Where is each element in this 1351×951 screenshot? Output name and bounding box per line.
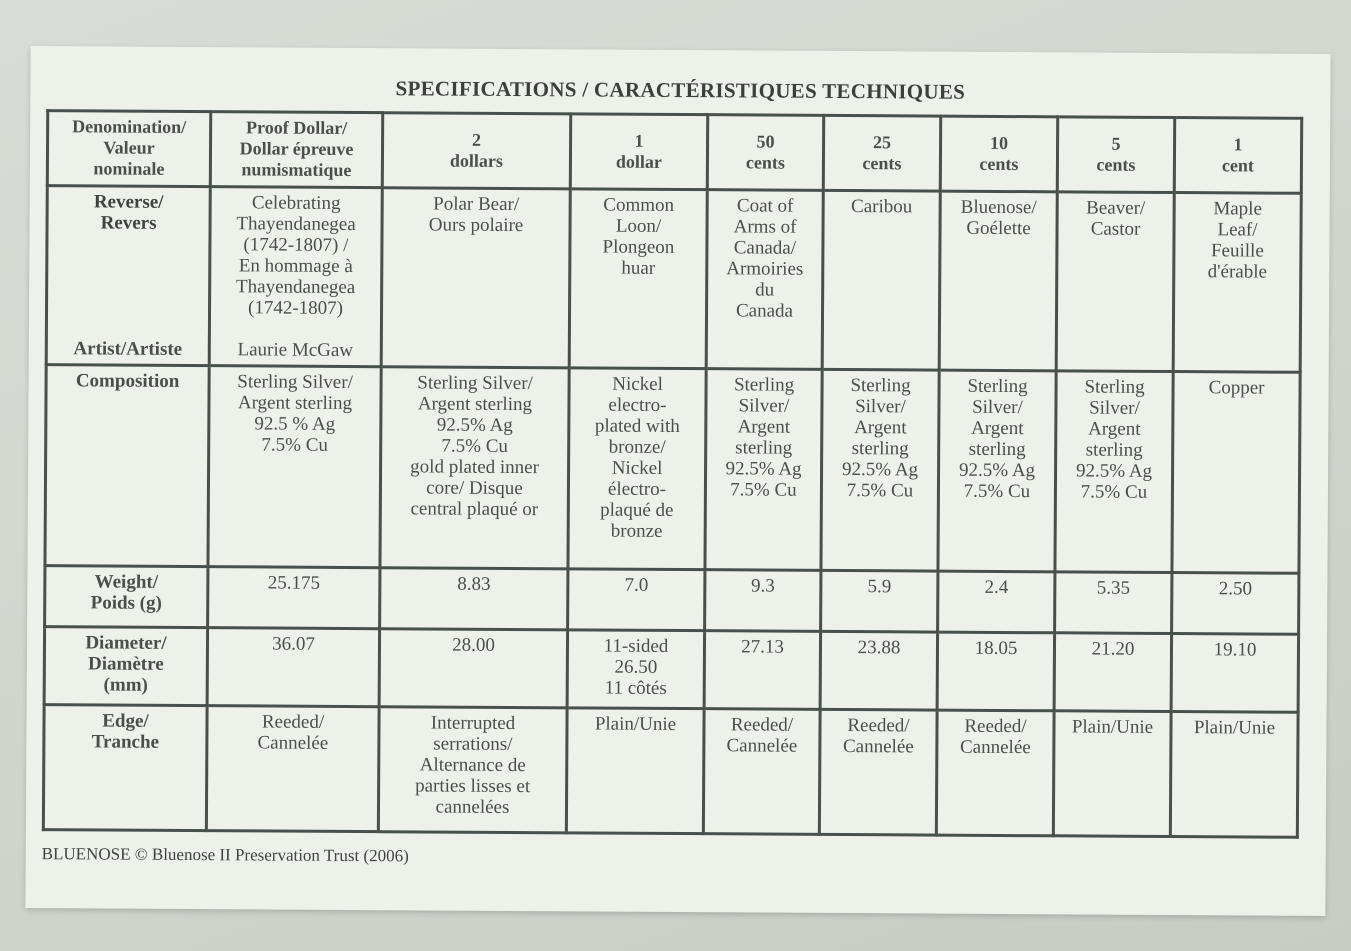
edge-cell-1-dollar: Plain/Unie bbox=[566, 708, 704, 834]
weight-cell-50-cents: 9.3 bbox=[705, 570, 821, 631]
diameter-cell-5-cents: 21.20 bbox=[1054, 632, 1171, 711]
reverse-cell-1-cent: Maple Leaf/ Feuille d'érable bbox=[1173, 192, 1301, 372]
copyright-footer: BLUENOSE © Bluenose II Preservation Trust (2006) bbox=[41, 844, 409, 866]
column-header-proof-dollar: Proof Dollar/ Dollar épreuve numismatique bbox=[210, 112, 382, 188]
diameter-row bbox=[44, 626, 1298, 712]
specifications-table bbox=[42, 109, 1303, 839]
page-title: SPECIFICATIONS / CARACTÉRISTIQUES TECHNIQUES bbox=[395, 76, 966, 104]
edge-cell-50-cents: Reeded/ Cannelée bbox=[703, 709, 820, 835]
diameter-cell-1-cent: 19.10 bbox=[1171, 633, 1298, 712]
weight-row bbox=[45, 566, 1299, 634]
composition-cell-50-cents: Sterling Silver/ Argent sterling 92.5% Ag 7.5% Cu bbox=[705, 368, 822, 570]
weight-cell-10-cents: 2.4 bbox=[938, 571, 1055, 632]
weight-cell-2-dollars: 8.83 bbox=[380, 568, 568, 630]
diameter-cell-1-dollar: 11-sided 26.50 11 côtés bbox=[567, 629, 704, 708]
weight-label: Weight/ Poids (g) bbox=[45, 566, 208, 627]
specification-card bbox=[25, 46, 1330, 916]
column-header-25-cents: 25 cents bbox=[823, 115, 940, 190]
diameter-cell-10-cents: 18.05 bbox=[937, 632, 1054, 711]
column-header-5-cents: 5 cents bbox=[1057, 117, 1174, 192]
edge-label: Edge/ Tranche bbox=[43, 705, 207, 831]
weight-cell-proof-dollar: 25.175 bbox=[208, 567, 380, 628]
column-header-1-dollar: 1 dollar bbox=[570, 114, 707, 189]
reverse-label-cell bbox=[46, 185, 210, 365]
diameter-label: Diameter/ Diamètre (mm) bbox=[44, 626, 207, 706]
diameter-cell-2-dollars: 28.00 bbox=[379, 628, 567, 708]
reverse-cell-1-dollar: Common Loon/ Plongeon huar bbox=[569, 188, 707, 368]
composition-cell-5-cents: Sterling Silver/ Argent sterling 92.5% Ag 7.5% Cu bbox=[1055, 371, 1173, 573]
reverse-cell-10-cents: Bluenose/ Goélette bbox=[939, 191, 1057, 371]
edge-cell-25-cents: Reeded/ Cannelée bbox=[819, 709, 937, 835]
reverse-label: Reverse/ Revers bbox=[93, 190, 164, 234]
header-row bbox=[47, 111, 1301, 193]
weight-cell-25-cents: 5.9 bbox=[821, 571, 938, 632]
weight-cell-5-cents: 5.35 bbox=[1055, 572, 1172, 633]
artist-label: Artist/Artiste bbox=[73, 338, 183, 360]
reverse-cell-5-cents: Beaver/ Castor bbox=[1056, 191, 1174, 371]
column-header-denomination: Denomination/ Valeur nominale bbox=[47, 111, 210, 187]
composition-label: Composition bbox=[45, 364, 209, 566]
weight-cell-1-dollar: 7.0 bbox=[568, 569, 705, 630]
composition-cell-2-dollars: Sterling Silver/ Argent sterling 92.5% Ag 7.5% Cu gold plated inner core/ Disque central plaqué or bbox=[380, 366, 569, 569]
edge-cell-2-dollars: Interrupted serrations/ Alternance de parties lisses et cannelées bbox=[378, 707, 567, 833]
edge-cell-10-cents: Reeded/ Cannelée bbox=[936, 710, 1054, 836]
edge-row bbox=[43, 705, 1298, 838]
reverse-cell-2-dollars: Polar Bear/ Ours polaire bbox=[381, 187, 570, 367]
composition-cell-10-cents: Sterling Silver/ Argent sterling 92.5% Ag 7.5% Cu bbox=[938, 370, 1056, 572]
diameter-cell-proof-dollar: 36.07 bbox=[207, 627, 379, 707]
composition-cell-25-cents: Sterling Silver/ Argent sterling 92.5% Ag 7.5% Cu bbox=[821, 369, 939, 571]
weight-cell-1-cent: 2.50 bbox=[1172, 573, 1299, 634]
column-header-2-dollars: 2 dollars bbox=[382, 113, 570, 189]
composition-cell-proof-dollar: Sterling Silver/ Argent sterling 92.5 % Ag 7.5% Cu bbox=[208, 365, 381, 567]
column-header-50-cents: 50 cents bbox=[707, 115, 823, 190]
column-header-10-cents: 10 cents bbox=[940, 116, 1057, 191]
reverse-cell-50-cents: Coat of Arms of Canada/ Armoiries du Canada bbox=[706, 189, 823, 369]
composition-row bbox=[45, 364, 1300, 573]
composition-cell-1-dollar: Nickel electro- plated with bronze/ Nickel électro- plaqué de bronze bbox=[568, 368, 706, 570]
composition-cell-1-cent: Copper bbox=[1172, 371, 1300, 573]
diameter-cell-25-cents: 23.88 bbox=[820, 631, 937, 710]
reverse-row bbox=[46, 185, 1301, 372]
artist-name: Laurie McGaw bbox=[237, 339, 354, 361]
edge-cell-1-cent: Plain/Unie bbox=[1170, 712, 1298, 838]
reverse-cell-proof-dollar bbox=[209, 186, 382, 366]
edge-cell-proof-dollar: Reeded/ Cannelée bbox=[206, 706, 379, 832]
reverse-cell-25-cents: Caribou bbox=[822, 190, 940, 370]
reverse-value: Celebrating Thayendanegea (1742-1807) / En hommage à Thayendanegea (1742-1807) bbox=[236, 191, 356, 319]
diameter-cell-50-cents: 27.13 bbox=[704, 630, 820, 709]
edge-cell-5-cents: Plain/Unie bbox=[1053, 711, 1171, 837]
column-header-1-cent: 1 cent bbox=[1174, 118, 1301, 193]
